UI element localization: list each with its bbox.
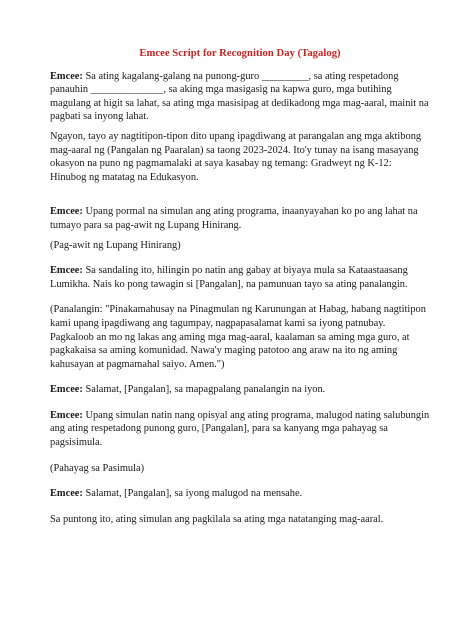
paragraph-thanks-message [50, 487, 430, 501]
paragraph-opening-note [50, 462, 430, 476]
paragraph-text: Salamat, [Pangalan], sa iyong malugod na mensahe. [82, 488, 303, 500]
paragraph-text: Upang pormal na simulan ang ating programa, inaanyayahan ko po ang lahat na tumayo para sa pag-awit ng Lupang Hinirang. [50, 206, 418, 231]
speaker-label: Emcee: [50, 488, 83, 500]
speaker-label: Emcee: [50, 409, 83, 421]
paragraph-anthem-call [50, 205, 430, 232]
speaker-label: Emcee: [50, 265, 83, 277]
paragraph-text: Sa ating kagalang-galang na punong-guro _________, sa ating respetadong panauhin ______________, sa aking mga masigasig na kapwa guro, mga butihing magulang at higit sa lahat, sa ating mga masisipag at dedikadong mga mag-aaral, mainit na pagbati sa inyong lahat. [50, 70, 429, 123]
paragraph-principal-call [50, 409, 430, 450]
paragraph-recognition-start [50, 513, 430, 527]
speaker-label: Emcee: [50, 70, 83, 82]
paragraph-text: Sa sandaling ito, hilingin po natin ang gabay at biyaya mula sa Kataastaasang Lumikha. Nais ko pong tawagin si [Pangalan], na pamunuan tayo sa ating panalangin. [50, 265, 408, 290]
paragraph-text: Salamat, [Pangalan], sa mapagpalang panalangin na iyon. [82, 384, 326, 396]
paragraph-text: Ngayon, tayo ay nagtitipon-tipon dito upang ipagdiwang at parangalan ang mga aktibong mag-aaral ng (Pangalan ng Paaralan) sa taong 2023-2024. Ito'y tunay na isang masayang okasyon na puno ng pagmamalaki at saya kasabay ng temang: Gradweyt ng K-12: Hinubog ng matatag na Edukasyon. [50, 130, 422, 183]
paragraph-occasion [50, 130, 430, 184]
speaker-label: Emcee: [50, 206, 83, 218]
paragraph-text: Upang simulan natin nang opisyal ang ating programa, malugod nating salubungin ang ating respetadong punong guro, [Pangalan], para sa kanyang mga pahayag sa pagsisimula. [50, 409, 430, 449]
paragraph-anthem-note [50, 239, 430, 253]
paragraph-prayer [50, 303, 430, 371]
paragraph-prayer-call [50, 264, 430, 291]
paragraph-text: (Panalangin: "Pinakamahusay na Pinagmulan ng Karunungan at Habag, habang nagtitipon kami upang ipagdiwang ang tagumpay, nagpapasalamat kami sa iyong patnubay. Pagkaloob an mo ng lakas ang aming mga mag-aaral, kaalaman sa aming mga guro, at pagkakaisa sa aming komunidad. Nawa'y maging patotoo ang araw na ito ng aming kahusayan at pagmamahal saiyo. Amen.") [50, 304, 426, 370]
paragraph-greeting [50, 70, 430, 124]
speaker-label: Emcee: [50, 384, 83, 396]
paragraph-thanks-prayer [50, 383, 430, 397]
paragraph-text: Sa puntong ito, ating simulan ang pagkilala sa ating mga natatanging mag-aaral. [50, 513, 384, 525]
paragraph-text: (Pahayag sa Pasimula) [50, 462, 145, 474]
document-title: Emcee Script for Recognition Day (Tagalog) [139, 48, 341, 59]
paragraph-text: (Pag-awit ng Lupang Hinirang) [50, 239, 181, 251]
